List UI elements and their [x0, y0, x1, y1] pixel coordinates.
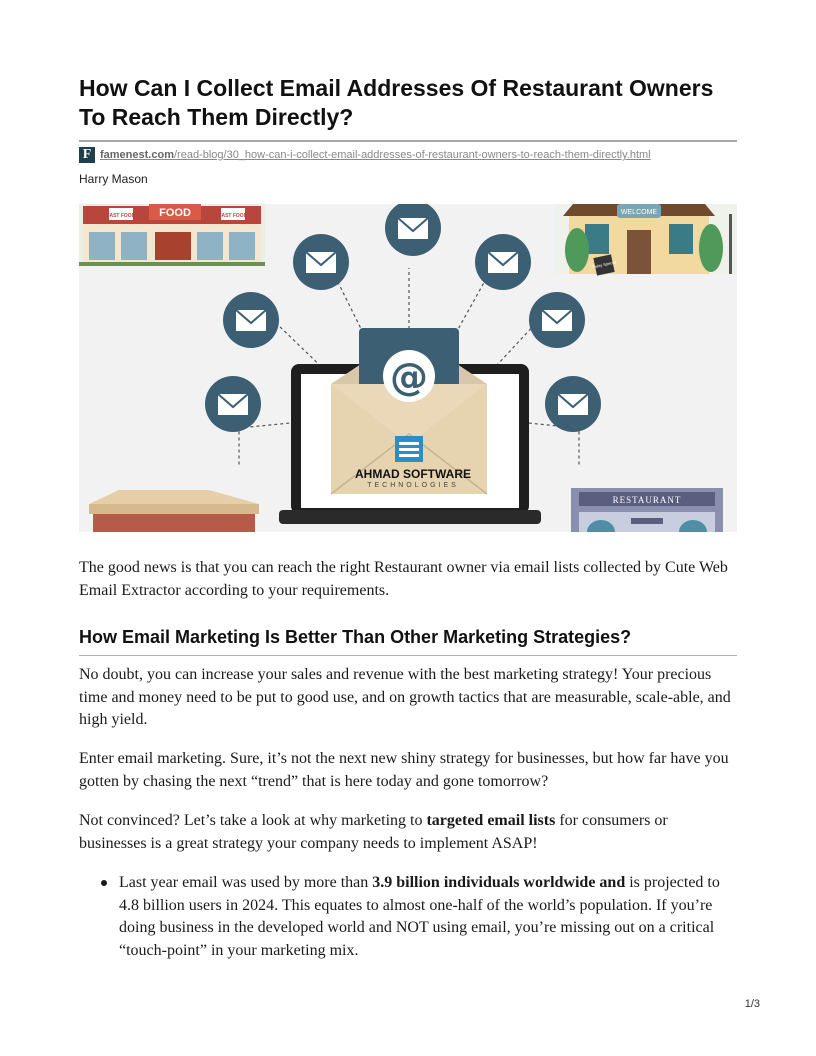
- heading-divider: [79, 655, 737, 656]
- paragraph-3: [79, 810, 739, 855]
- bullet-list: [79, 872, 739, 962]
- paragraph-2: Enter email marketing. Sure, it’s not the next new shiny strategy for businesses, but how far have you gotten by chasing the next “trend” that is here today and gone tomorrow?: [79, 750, 729, 790]
- fast-food-sign-left: FAST FOOD: [106, 213, 136, 219]
- welcome-sign: WELCOME: [620, 209, 658, 216]
- restaurant-building-illustration: [571, 488, 723, 532]
- bullet-1-emphasis: 3.9 billion individuals worldwide and: [372, 874, 626, 891]
- brand-subtitle: TECHNOLOGIES: [367, 482, 459, 489]
- today-special-sign: Today Special: [591, 259, 617, 270]
- food-sign: FOOD: [159, 207, 191, 219]
- welcome-house-illustration: [555, 204, 737, 276]
- article-title: How Can I Collect Email Addresses Of Restaurant Owners To Reach Them Directly?: [79, 75, 714, 130]
- source-domain: famenest.com: [100, 149, 174, 161]
- source-link-row: [79, 146, 651, 164]
- restaurant-sign: RESTAURANT: [612, 495, 682, 505]
- intro-paragraph: The good news is that you can reach the right Restaurant owner via email lists collected by Cute Web Email Extractor according to your requirements.: [79, 559, 728, 599]
- paragraph-1: No doubt, you can increase your sales and revenue with the best marketing strategy! Your precious time and money need to be put to good use, and on growth tactics that are measurable, scale-able, and high yield.: [79, 666, 731, 728]
- paragraph-3-text-a: Not convinced? Let’s take a look at why marketing to: [79, 812, 427, 829]
- bullet-1-text-b: is projected to 4.8 billion users in 2024. This equates to almost one-half of the world’s population. If you’re doing business in the developed world and NOT using email, you’re missing out on a critical “touch-point” in your marketing mix.: [119, 874, 720, 959]
- hero-image: [79, 204, 737, 532]
- fast-food-sign-right: FAST FOOD: [218, 213, 248, 219]
- at-sign-icon: [383, 350, 435, 402]
- source-path: /read-blog/30_how-can-i-collect-email-addresses-of-restaurant-owners-to-reach-them-directly.html: [173, 149, 651, 161]
- paragraph-3-text-b: for consumers or businesses is a great strategy your company needs to implement ASAP!: [79, 812, 668, 852]
- section-heading: How Email Marketing Is Better Than Other Marketing Strategies?: [79, 627, 632, 647]
- brand-name: AHMAD SOFTWARE: [355, 467, 471, 481]
- targeted-email-lists-emphasis: targeted email lists: [426, 812, 556, 829]
- author-name: Harry Mason: [79, 172, 148, 186]
- source-url-link[interactable]: [100, 149, 651, 161]
- bullet-1-text-a: Last year email was used by more than: [119, 874, 373, 891]
- famenest-logo-icon: F: [79, 147, 95, 163]
- list-item: [79, 872, 724, 962]
- fast-food-shop-illustration: [79, 204, 265, 266]
- bullet-icon: [101, 880, 107, 886]
- title-divider: [79, 140, 737, 142]
- svg-text:@: @: [390, 355, 428, 399]
- page-number: 1/3: [744, 998, 760, 1010]
